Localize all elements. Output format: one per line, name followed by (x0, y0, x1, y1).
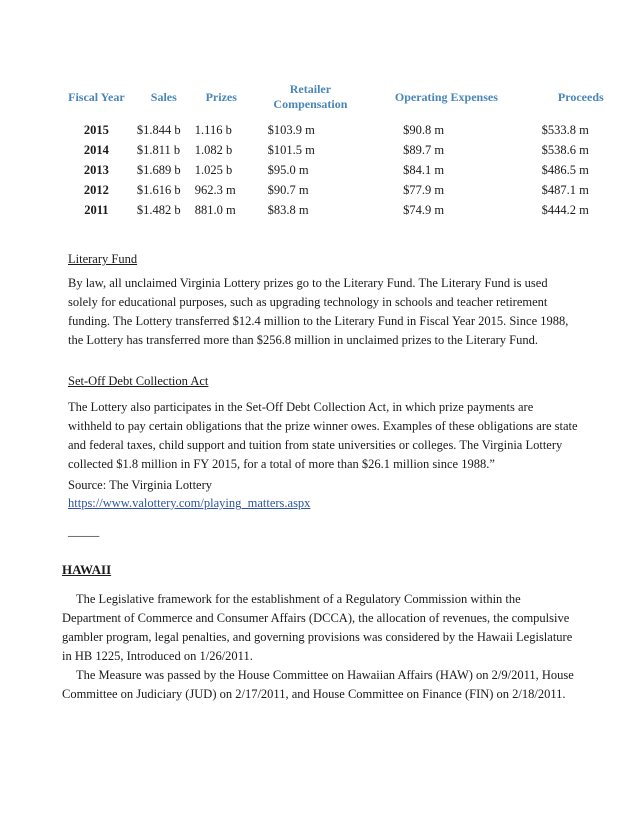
header-retailer-line2: Compensation (273, 97, 348, 111)
cell-prizes: 1.025 b (194, 162, 233, 177)
header-retailer-compensation (252, 74, 369, 120)
header-operating-expenses: Operating Expenses (394, 89, 498, 104)
cell-sales: $1.844 b (136, 122, 181, 137)
hawaii-paragraph-1: The Legislative framework for the establishment of a Regulatory Commission within the Department of Commerce and Consumer Affairs (DCCA), the allocation of revenues, the compulsive gambler program, legal penalties, and governing provisions was considered by the Hawaii Legislature in HB 1225, Introduced on 1/26/2011. (62, 592, 573, 663)
cell-proceeds: $538.6 m (541, 142, 589, 157)
source-link[interactable]: https://www.valottery.com/playing_matters.aspx (68, 496, 311, 510)
cell-prizes: 1.116 b (194, 122, 232, 137)
cell-sales: $1.689 b (136, 162, 181, 177)
source-link-wrapper (68, 494, 578, 513)
cell-sales: $1.811 b (136, 142, 181, 157)
hawaii-paragraph-2: The Measure was passed by the House Committee on Hawaiian Affairs (HAW) on 2/9/2011, House Committee on Judiciary (JUD) on 2/17/2011, and House Committee on Finance (FIN) on 2/18/2011. (62, 668, 574, 701)
cell-retailer: $101.5 m (267, 142, 315, 157)
cell-operating-expenses: $89.7 m (403, 142, 445, 157)
cell-year: 2015 (83, 122, 109, 137)
cell-proceeds: $487.1 m (541, 182, 589, 197)
source-label: Source: The Virginia Lottery (68, 478, 213, 492)
cell-operating-expenses: $84.1 m (403, 162, 445, 177)
setoff-body: The Lottery also participates in the Set-Off Debt Collection Act, in which prize payments are withheld to pay certain obligations that the prize winner owes. Examples of these obligations are state and federal taxes, child support and tuition from state universities or colleges. The Virginia Lottery collected $1.8 million in FY 2015, for a total of more than $26.1 million since 1988.” (68, 400, 578, 471)
table-row (58, 140, 638, 160)
cell-operating-expenses: $74.9 m (403, 202, 445, 217)
header-prizes: Prizes (205, 89, 237, 104)
table-row (58, 180, 638, 200)
header-proceeds: Proceeds (557, 89, 604, 104)
cell-operating-expenses: $77.9 m (403, 182, 445, 197)
cell-year: 2013 (83, 162, 109, 177)
table-row (58, 200, 638, 220)
literary-fund-body: By law, all unclaimed Virginia Lottery prizes go to the Literary Fund. The Literary Fund is used solely for educational purposes, such as upgrading technology in schools and teacher retirement funding. The Lottery transferred $12.4 million to the Literary Fund in Fiscal Year 2015. Since 1988, the Lottery has transferred more than $256.8 million in unclaimed prizes to the Literary Fund. (68, 276, 569, 347)
header-retailer-line1: Retailer (289, 82, 332, 96)
header-fiscal-year: Fiscal Year (68, 89, 125, 104)
setoff-title: Set-Off Debt Collection Act (68, 374, 209, 388)
hawaii-heading: HAWAII (62, 562, 112, 577)
lottery-financials-table (58, 74, 638, 220)
cell-prizes: 962.3 m (194, 182, 236, 197)
table-header-row (58, 74, 638, 120)
cell-retailer: $95.0 m (267, 162, 309, 177)
header-sales: Sales (150, 89, 177, 104)
cell-year: 2011 (84, 202, 109, 217)
cell-retailer: $90.7 m (267, 182, 309, 197)
literary-fund-title: Literary Fund (68, 252, 138, 266)
table-row (58, 160, 638, 180)
cell-retailer: $103.9 m (267, 122, 315, 137)
cell-sales: $1.482 b (136, 202, 181, 217)
cell-retailer: $83.8 m (267, 202, 309, 217)
table-row (58, 120, 638, 140)
cell-year: 2014 (83, 142, 109, 157)
cell-proceeds: $533.8 m (541, 122, 589, 137)
cell-prizes: 881.0 m (194, 202, 236, 217)
cell-proceeds: $444.2 m (541, 202, 589, 217)
cell-sales: $1.616 b (136, 182, 181, 197)
cell-operating-expenses: $90.8 m (403, 122, 445, 137)
cell-proceeds: $486.5 m (541, 162, 589, 177)
separator-line: _____ (68, 524, 100, 538)
cell-year: 2012 (83, 182, 109, 197)
cell-prizes: 1.082 b (194, 142, 233, 157)
